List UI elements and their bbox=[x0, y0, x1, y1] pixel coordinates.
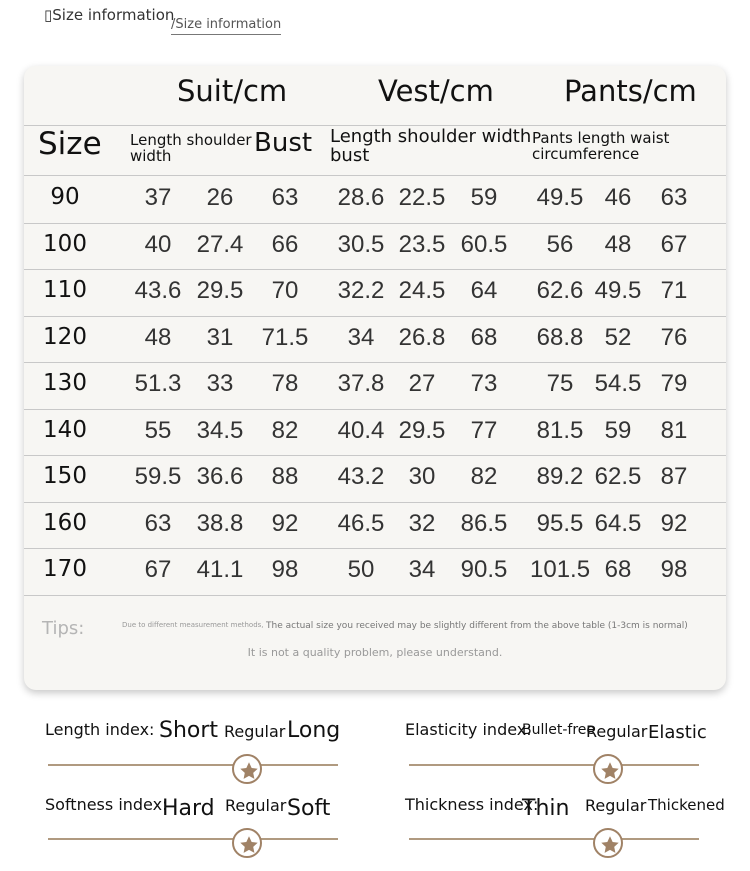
measurement-cell: 75 bbox=[546, 370, 574, 397]
measurement-cell: 70 bbox=[271, 277, 299, 304]
measurement-cell: 28.6 bbox=[337, 184, 385, 211]
measurement-cell: 40 bbox=[144, 230, 172, 258]
thickness-option-regular: Regular bbox=[585, 796, 647, 815]
size-cell: 170 bbox=[43, 556, 87, 582]
measurement-cell: 37.8 bbox=[337, 370, 385, 397]
measurement-cell: 41.1 bbox=[196, 556, 244, 583]
measurement-cell: 51.3 bbox=[134, 370, 182, 397]
size-cell: 150 bbox=[43, 463, 87, 489]
suit-subheader: Length shoulder width bbox=[130, 131, 252, 165]
star-icon bbox=[238, 760, 260, 782]
row-divider bbox=[24, 223, 726, 224]
measurement-cell: 22.5 bbox=[398, 184, 446, 211]
measurement-cell: 38.8 bbox=[196, 509, 244, 537]
measurement-cell: 27.4 bbox=[196, 230, 244, 258]
measurement-cell: 32.2 bbox=[337, 277, 385, 304]
elasticity-index-label: Elasticity index: bbox=[405, 720, 532, 739]
measurement-cell: 40.4 bbox=[337, 416, 385, 444]
measurement-cell: 55 bbox=[144, 416, 172, 444]
suit-bust-subheader: Bust bbox=[254, 128, 313, 158]
tips-note: The actual size you received may be slightly different from the above table (1-3cm is normal) bbox=[266, 621, 688, 631]
measurement-cell: 56 bbox=[546, 230, 574, 258]
row-divider bbox=[24, 502, 726, 503]
row-divider bbox=[24, 595, 726, 596]
table-divider bbox=[24, 175, 726, 176]
thickness-index-track bbox=[409, 838, 699, 840]
vest-group-title: Vest/cm bbox=[378, 74, 494, 108]
measurement-cell: 67 bbox=[144, 556, 172, 583]
measurement-cell: 92 bbox=[660, 509, 688, 537]
elasticity-option-regular: Regular bbox=[586, 722, 648, 741]
measurement-cell: 31 bbox=[206, 323, 234, 351]
measurement-cell: 71.5 bbox=[261, 323, 309, 351]
measurement-cell: 43.6 bbox=[134, 277, 182, 304]
length-index-track bbox=[48, 764, 338, 766]
measurement-cell: 34.5 bbox=[196, 416, 244, 444]
measurement-cell: 77 bbox=[470, 416, 498, 444]
missing-glyph-icon: ▯ bbox=[44, 6, 53, 24]
size-cell: 130 bbox=[43, 370, 87, 396]
measurement-cell: 90.5 bbox=[460, 556, 508, 583]
size-cell: 90 bbox=[50, 184, 80, 210]
measurement-cell: 27 bbox=[408, 370, 436, 397]
measurement-cell: 78 bbox=[271, 370, 299, 397]
measurement-cell: 48 bbox=[604, 230, 632, 258]
measurement-cell: 64.5 bbox=[594, 509, 642, 537]
pants-subheader: Pants length waist circumference bbox=[532, 129, 670, 163]
measurement-cell: 79 bbox=[660, 370, 688, 397]
softness-option-regular: Regular bbox=[225, 796, 287, 815]
measurement-cell: 68 bbox=[604, 556, 632, 583]
softness-index-track bbox=[48, 838, 338, 840]
row-divider bbox=[24, 316, 726, 317]
pants-group-title: Pants/cm bbox=[564, 74, 697, 108]
elasticity-option-elastic: Elastic bbox=[648, 722, 707, 743]
measurement-cell: 89.2 bbox=[536, 463, 584, 490]
measurement-cell: 48 bbox=[144, 323, 172, 351]
measurement-cell: 63 bbox=[660, 184, 688, 211]
measurement-cell: 60.5 bbox=[460, 230, 508, 258]
softness-index-label: Softness index: bbox=[45, 795, 168, 814]
measurement-cell: 59 bbox=[604, 416, 632, 444]
softness-index-marker bbox=[232, 828, 262, 858]
measurement-cell: 32 bbox=[408, 509, 436, 537]
size-cell: 160 bbox=[43, 509, 87, 536]
row-divider bbox=[24, 362, 726, 363]
size-column-header: Size bbox=[38, 126, 102, 162]
row-divider bbox=[24, 269, 726, 270]
star-icon bbox=[599, 834, 621, 856]
measurement-cell: 87 bbox=[660, 463, 688, 490]
softness-option-soft: Soft bbox=[287, 796, 331, 821]
measurement-cell: 62.5 bbox=[594, 463, 642, 490]
row-divider bbox=[24, 409, 726, 410]
measurement-cell: 34 bbox=[347, 323, 375, 351]
thickness-option-thin: Thin bbox=[522, 796, 570, 821]
size-cell: 120 bbox=[43, 323, 87, 350]
measurement-cell: 26.8 bbox=[398, 323, 446, 351]
measurement-cell: 63 bbox=[144, 509, 172, 537]
measurement-cell: 76 bbox=[660, 323, 688, 351]
suit-group-title: Suit/cm bbox=[177, 74, 288, 108]
softness-option-hard: Hard bbox=[162, 796, 215, 821]
measurement-cell: 81.5 bbox=[536, 416, 584, 444]
star-icon bbox=[599, 760, 621, 782]
size-cell: 100 bbox=[43, 230, 87, 257]
elasticity-index-marker bbox=[593, 754, 623, 784]
measurement-cell: 64 bbox=[470, 277, 498, 304]
measurement-cell: 62.6 bbox=[536, 277, 584, 304]
elasticity-option-bullet-free: Bullet-free bbox=[522, 722, 596, 738]
measurement-cell: 34 bbox=[408, 556, 436, 583]
length-option-long: Long bbox=[287, 718, 341, 743]
elasticity-index-track bbox=[409, 764, 699, 766]
measurement-cell: 36.6 bbox=[196, 463, 244, 490]
measurement-cell: 30.5 bbox=[337, 230, 385, 258]
measurement-cell: 52 bbox=[604, 323, 632, 351]
measurement-cell: 59.5 bbox=[134, 463, 182, 490]
vest-subheader: Length shoulder width bust bbox=[330, 126, 532, 166]
measurement-cell: 66 bbox=[271, 230, 299, 258]
measurement-cell: 46 bbox=[604, 184, 632, 211]
size-info-title: ▯Size information bbox=[44, 6, 175, 24]
measurement-cell: 86.5 bbox=[460, 509, 508, 537]
measurement-cell: 26 bbox=[206, 184, 234, 211]
measurement-cell: 37 bbox=[144, 184, 172, 211]
measurement-cell: 29.5 bbox=[196, 277, 244, 304]
measurement-cell: 98 bbox=[660, 556, 688, 583]
measurement-cell: 101.5 bbox=[530, 556, 591, 583]
measurement-cell: 67 bbox=[660, 230, 688, 258]
measurement-cell: 33 bbox=[206, 370, 234, 397]
measurement-cell: 54.5 bbox=[594, 370, 642, 397]
measurement-cell: 95.5 bbox=[536, 509, 584, 537]
length-option-short: Short bbox=[159, 718, 219, 743]
length-index-label: Length index: bbox=[45, 720, 155, 739]
tips-note-small: Due to different measurement methods, bbox=[122, 621, 264, 629]
tips-note-secondary: It is not a quality problem, please understand. bbox=[247, 646, 503, 659]
measurement-cell: 68.8 bbox=[536, 323, 584, 351]
measurement-cell: 71 bbox=[660, 277, 688, 304]
measurement-cell: 43.2 bbox=[337, 463, 385, 490]
measurement-cell: 73 bbox=[470, 370, 498, 397]
measurement-cell: 24.5 bbox=[398, 277, 446, 304]
row-divider bbox=[24, 548, 726, 549]
measurement-cell: 81 bbox=[660, 416, 688, 444]
size-info-subtitle: /Size information bbox=[171, 17, 281, 35]
measurement-cell: 63 bbox=[271, 184, 299, 211]
measurement-cell: 50 bbox=[347, 556, 375, 583]
measurement-cell: 46.5 bbox=[337, 509, 385, 537]
measurement-cell: 82 bbox=[271, 416, 299, 444]
measurement-cell: 98 bbox=[271, 556, 299, 583]
measurement-cell: 68 bbox=[470, 323, 498, 351]
measurement-cell: 82 bbox=[470, 463, 498, 490]
measurement-cell: 29.5 bbox=[398, 416, 446, 444]
thickness-index-label: Thickness index: bbox=[405, 795, 539, 814]
row-divider bbox=[24, 455, 726, 456]
length-option-regular: Regular bbox=[224, 722, 286, 741]
size-table-card bbox=[24, 66, 726, 690]
length-index-marker bbox=[232, 754, 262, 784]
size-cell: 110 bbox=[43, 277, 87, 303]
measurement-cell: 92 bbox=[271, 509, 299, 537]
measurement-cell: 30 bbox=[408, 463, 436, 490]
thickness-index-marker bbox=[593, 828, 623, 858]
size-cell: 140 bbox=[43, 416, 87, 443]
measurement-cell: 49.5 bbox=[594, 277, 642, 304]
measurement-cell: 49.5 bbox=[536, 184, 584, 211]
measurement-cell: 88 bbox=[271, 463, 299, 490]
star-icon bbox=[238, 834, 260, 856]
thickness-option-thickened: Thickened bbox=[648, 796, 725, 814]
measurement-cell: 59 bbox=[470, 184, 498, 211]
measurement-cell: 23.5 bbox=[398, 230, 446, 258]
tips-label: Tips: bbox=[42, 618, 85, 639]
